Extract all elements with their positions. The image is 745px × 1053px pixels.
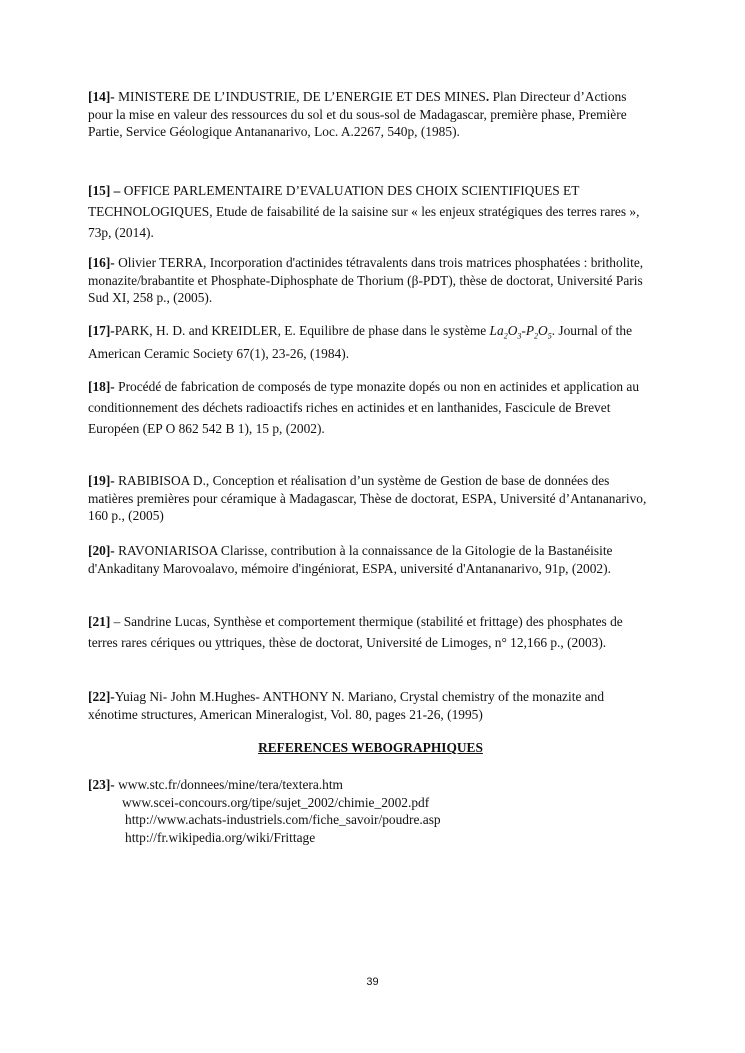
reference-23 [88,776,441,846]
reference-text-rest: . Journal of the American Ceramic Society 67(1), 23-26, (1984). [88,323,633,362]
reference-text: RAVONIARISOA Clarisse, contribution à la connaissance de la Gitologie de la Bastanéisite d'Ankaditany Marovoalavo, mémoire d'ingéniorat, ESPA, université d'Antananarivo, 91p, (2002). [88,543,613,576]
reference-number: [23]- [88,777,115,792]
reference-20 [88,542,653,577]
web-link[interactable]: www.stc.fr/donnees/mine/tera/textera.htm [114,777,343,792]
reference-16 [88,254,653,307]
webography-heading: REFERENCES WEBOGRAPHIQUES [258,740,483,755]
reference-number: [16]- [88,255,115,270]
reference-text: Plan Directeur d’Actions pour la mise en valeur des ressources du sol et du sous-sol de Madagascar, première phase, Première Partie, Service Géologique Antananarivo, Loc. A.2267, 540p, (1985). [88,89,627,140]
reference-19 [88,472,653,525]
reference-number: [20]- [88,543,115,558]
reference-number: [21] [88,614,111,629]
reference-number: [14]- [88,89,115,104]
reference-number: [22]- [88,689,115,704]
reference-17 [88,322,653,363]
reference-21 [88,611,653,653]
reference-text: PARK, H. D. and KREIDLER, E. Equilibre de phase dans le système [114,323,490,338]
web-link[interactable]: www.scei-concours.org/tipe/sujet_2002/chimie_2002.pdf [122,794,430,810]
reference-number: [17]- [88,323,115,338]
page-number: 39 [366,976,379,988]
reference-text: Procédé de fabrication de composés de type monazite dopés ou non en actinides et application au conditionnement des déchets radioactifs riches en actinides et en lanthanides, Fascicule de Brevet Européen (EP O 862 542 B 1), 15 p, (2002). [88,379,640,436]
reference-text: Yuiag Ni- John M.Hughes- ANTHONY N. Mariano, Crystal chemistry of the monazite and xénotime structures, American Mineralogist, Vol. 80, pages 21-26, (1995) [88,689,605,722]
reference-14 [88,88,653,141]
reference-text: Olivier TERRA, Incorporation d'actinides tétravalents dans trois matrices phosphatées : britholite, monazite/brabantite et Phosphate-Diphosphate de Thorium (β-PDT), thèse de doctorat, Université Paris Sud XI, 258 p., (2005). [88,255,644,306]
reference-22 [88,688,653,723]
reference-number: [18]- [88,379,115,394]
reference-author: MINISTERE DE L’INDUSTRIE, DE L’ENERGIE ET DES MINES [118,89,486,104]
reference-separator: . [485,89,490,104]
web-link[interactable]: http://www.achats-industriels.com/fiche_savoir/poudre.asp [125,812,441,828]
reference-text: OFFICE PARLEMENTAIRE D’EVALUATION DES CHOIX SCIENTIFIQUES ET TECHNOLOGIQUES, Etude de faisabilité de la saisine sur « les enjeux stratégiques des terres rares », 73p, (2014). [88,183,640,240]
reference-text: – Sandrine Lucas, Synthèse et comportement thermique (stabilité et frittage) des phosphates de terres rares cériques ou yttriques, thèse de doctorat, Université de Limoges, n° 12,166 p., (2003). [88,614,623,650]
reference-number: [15] – [88,183,121,198]
reference-18 [88,376,653,439]
reference-15 [88,180,653,243]
reference-text: RABIBISOA D., Conception et réalisation d’un système de Gestion de base de données des matières premières pour céramique à Madagascar, Thèse de doctorat, ESPA, Université d’Antananarivo, 160 p., (2005) [88,473,647,524]
chemical-formula: $La_2O_3-P_2O_5$ [489,323,552,341]
reference-number: [19]- [88,473,115,488]
web-link[interactable]: http://fr.wikipedia.org/wiki/Frittage [125,829,316,845]
